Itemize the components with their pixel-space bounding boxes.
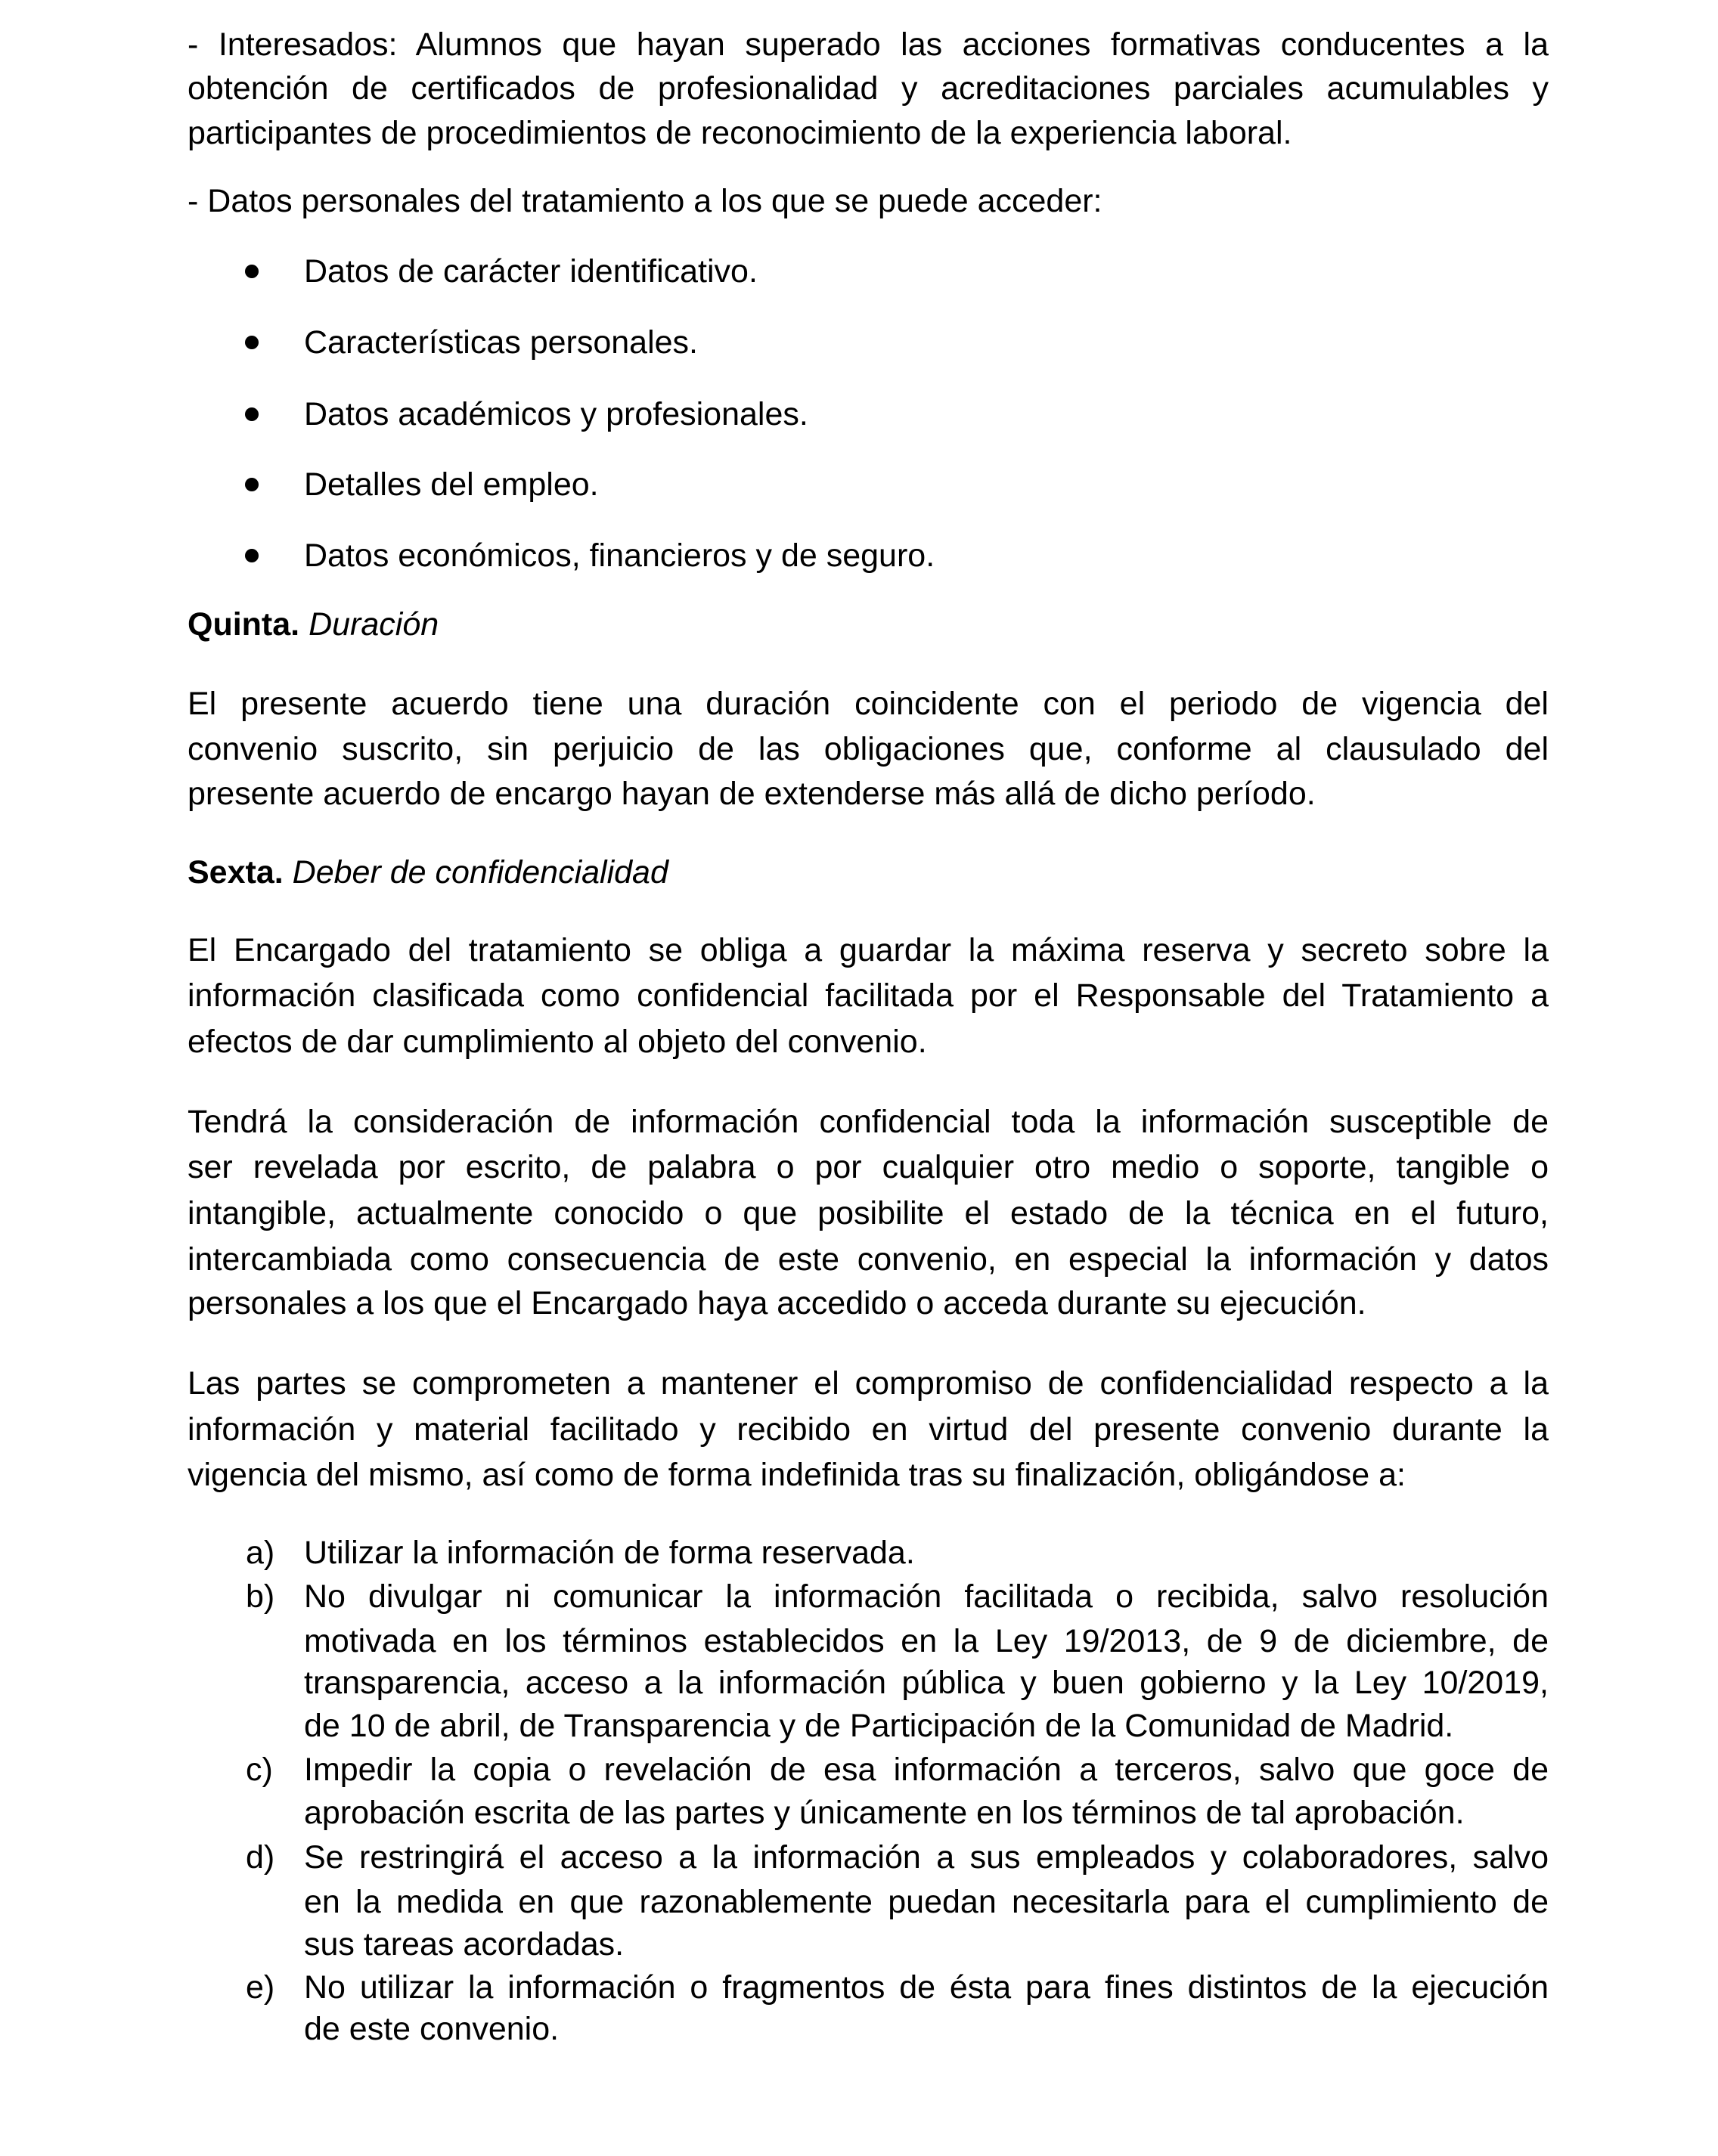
text-line: El Encargado del tratamiento se obliga a guardar la máxima reserva y secreto sobre la [188,932,1549,968]
text-line: - Interesados: Alumnos que hayan superado las acciones formativas conducentes a la [188,26,1549,63]
text-line: El presente acuerdo tiene una duración coincidente con el periodo de vigencia del [188,686,1549,722]
clause-title: Deber de confidencialidad [292,854,668,891]
bullet-icon [245,478,259,491]
bullet-icon [245,265,259,278]
text-line: intangible, actualmente conocido o que posibilite el estado de la técnica en el futuro, [188,1195,1549,1231]
text-line: información y material facilitado y recibido en virtud del presente convenio durante la [188,1411,1549,1448]
list-item-text: Detalles del empleo. [304,466,599,503]
list-item-text: motivada en los términos establecidos en la Ley 19/2013, de 9 de diciembre, de [304,1623,1549,1659]
list-item-text: Características personales. [304,324,698,361]
bullet-icon [245,407,259,421]
list-marker: b) [246,1578,275,1615]
text-line: participantes de procedimientos de reconocimiento de la experiencia laboral. [188,115,1292,151]
list-item-text: Datos económicos, financieros y de seguro. [304,537,935,574]
section-heading-quinta [188,603,1549,647]
list-item-text: Datos de carácter identificativo. [304,253,758,290]
bullet-icon [245,336,259,349]
clause-number: Quinta. [188,606,300,643]
text-line: vigencia del mismo, así como de forma indefinida tras su finalización, obligándose a: [188,1457,1406,1493]
text-line: Tendrá la consideración de información confidencial toda la información susceptible de [188,1104,1549,1140]
text-line: efectos de dar cumplimiento al objeto del convenio. [188,1024,927,1060]
list-item-text: No utilizar la información o fragmentos de ésta para fines distintos de la ejecución [304,1969,1549,2006]
list-item-text: Utilizar la información de forma reservada. [304,1535,915,1571]
list-item-text: Impedir la copia o revelación de esa información a terceros, salvo que goce de [304,1752,1549,1788]
list-marker: c) [246,1752,273,1788]
text-line: personales a los que el Encargado haya accedido o acceda durante su ejecución. [188,1285,1366,1321]
list-item-text: sus tareas acordadas. [304,1926,625,1962]
datos-personales-label: - Datos personales del tratamiento a los que se puede acceder: [188,183,1102,219]
clause-number: Sexta. [188,854,284,891]
text-line: convenio suscrito, sin perjuicio de las obligaciones que, conforme al clausulado del [188,731,1549,767]
list-marker: e) [246,1969,275,2006]
text-line: información clasificada como confidencial facilitada por el Responsable del Tratamiento a [188,977,1549,1014]
list-item-text: Se restringirá el acceso a la información a sus empleados y colaboradores, salvo [304,1839,1549,1876]
text-line: obtención de certificados de profesionalidad y acreditaciones parciales acumulables y [188,70,1549,107]
bullet-icon [245,549,259,562]
section-heading-sexta [188,850,1549,895]
list-item-text: Datos académicos y profesionales. [304,396,808,432]
list-item-text: No divulgar ni comunicar la información facilitada o recibida, salvo resolución [304,1578,1549,1615]
list-item-text: de 10 de abril, de Transparencia y de Participación de la Comunidad de Madrid. [304,1708,1454,1744]
clause-title: Duración [309,606,439,643]
text-line: intercambiada como consecuencia de este convenio, en especial la información y datos [188,1241,1549,1278]
list-item-text: en la medida en que razonablemente puedan necesitarla para el cumplimiento de [304,1884,1549,1920]
list-item-text: de este convenio. [304,2011,560,2047]
text-line: Las partes se comprometen a mantener el compromiso de confidencialidad respecto a la [188,1365,1549,1402]
list-item-text: transparencia, acceso a la información pública y buen gobierno y la Ley 10/2019, [304,1665,1549,1701]
list-item-text: aprobación escrita de las partes y únicamente en los términos de tal aprobación. [304,1795,1465,1831]
text-line: ser revelada por escrito, de palabra o por cualquier otro medio o soporte, tangible o [188,1149,1549,1185]
text-line: presente acuerdo de encargo hayan de extenderse más allá de dicho período. [188,776,1316,812]
list-marker: d) [246,1839,275,1876]
list-marker: a) [246,1535,275,1571]
